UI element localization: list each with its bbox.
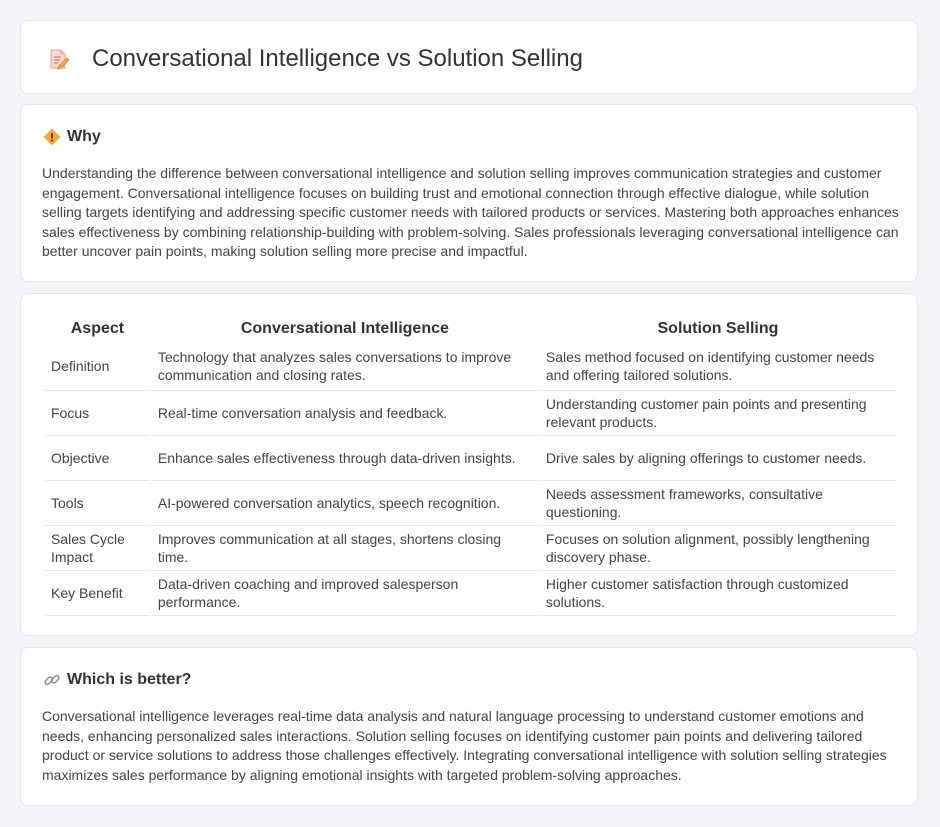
row-ss-value: Sales method focused on identifying customer needs and offering tailored solutions. <box>540 341 896 391</box>
header-aspect: Aspect <box>70 319 125 337</box>
table-row <box>45 571 896 616</box>
why-body: Understanding the difference between conversational intelligence and solution selling improves communication strategies and customer engagement. Conversational intelligence focuses on building trust and emotional connection through effective dialogue, while solution selling targets identifying and addressing specific customer needs with tailored products or services. Mastering both approaches enhances sales effectiveness by combining relationship-building with problem-solving. Sales professionals leveraging conversational intelligence can better uncover pain points, making solution selling more precise and impactful. <box>42 165 899 260</box>
row-aspect: Sales Cycle Impact <box>45 526 150 571</box>
header-card <box>20 20 918 94</box>
row-ci-value: AI-powered conversation analytics, speech recognition. <box>152 481 538 526</box>
row-aspect: Objective <box>45 436 150 481</box>
comparison-table <box>43 314 898 616</box>
link-icon <box>43 671 61 689</box>
table-row <box>45 526 896 571</box>
row-aspect: Key Benefit <box>45 571 150 616</box>
document-edit-icon <box>47 47 71 71</box>
which-is-better-section <box>20 647 918 806</box>
better-body: Conversational intelligence leverages real-time data analysis and natural language processing to understand customer emotions and needs, enhancing personalized sales interactions. Solution selling focuses on identifying customer pain points and delivering tailored product or service solutions to address those challenges effectively. Integrating conversational intelligence with solution selling strategies maximizes sales performance by aligning emotional insights with targeted problem-solving approaches. <box>42 708 887 783</box>
row-ss-value: Understanding customer pain points and presenting relevant products. <box>540 391 896 436</box>
row-aspect: Focus <box>45 391 150 436</box>
table-header-row <box>45 314 896 341</box>
row-ss-value: Focuses on solution alignment, possibly lengthening discovery phase. <box>540 526 896 571</box>
better-title: Which is better? <box>67 671 192 688</box>
row-ci-value: Technology that analyzes sales conversations to improve communication and closing rates. <box>152 341 538 391</box>
diamond-warning-icon <box>43 128 61 146</box>
table-row <box>45 341 896 391</box>
table-row <box>45 391 896 436</box>
header-solution-selling: Solution Selling <box>657 319 779 337</box>
row-aspect: Tools <box>45 481 150 526</box>
row-aspect: Definition <box>45 341 150 391</box>
row-ci-value: Enhance sales effectiveness through data-driven insights. <box>152 436 538 481</box>
page-title: Conversational Intelligence vs Solution Selling <box>92 45 583 72</box>
table-row <box>45 436 896 481</box>
comparison-section <box>20 293 918 636</box>
table-row <box>45 481 896 526</box>
row-ss-value: Drive sales by aligning offerings to customer needs. <box>540 436 896 481</box>
why-section <box>20 104 918 282</box>
row-ss-value: Higher customer satisfaction through customized solutions. <box>540 571 896 616</box>
row-ci-value: Real-time conversation analysis and feedback. <box>152 391 538 436</box>
header-conversational-intelligence: Conversational Intelligence <box>240 319 449 337</box>
why-title: Why <box>67 128 101 145</box>
row-ci-value: Data-driven coaching and improved salesperson performance. <box>152 571 538 616</box>
row-ss-value: Needs assessment frameworks, consultative questioning. <box>540 481 896 526</box>
row-ci-value: Improves communication at all stages, shortens closing time. <box>152 526 538 571</box>
